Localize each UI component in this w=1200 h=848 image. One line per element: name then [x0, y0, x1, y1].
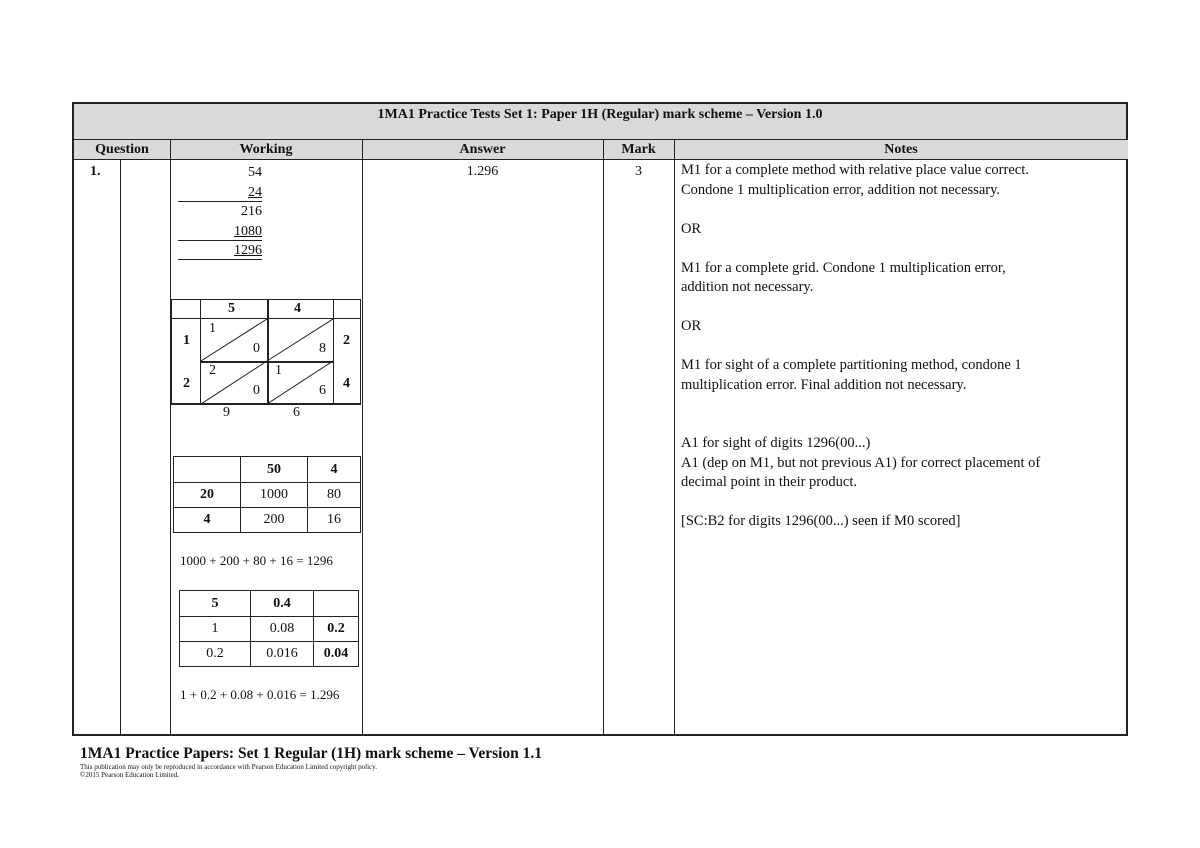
lattice-cell-tens: 1	[209, 321, 216, 336]
grid-method-table	[173, 456, 361, 533]
notes-line: decimal point in their product.	[681, 474, 857, 490]
lattice-bottom-digit: 6	[293, 405, 300, 420]
notes-line: OR	[681, 220, 702, 237]
notes-line: OR	[681, 318, 702, 334]
underline-rule	[178, 240, 262, 241]
lattice-cell-units: 8	[319, 341, 326, 356]
lattice-left-digit: 2	[183, 376, 190, 391]
grid-cell	[174, 457, 241, 483]
lattice-diagonals	[201, 319, 333, 404]
lattice-cell-units: 0	[253, 383, 260, 398]
notes-line: M1 for sight of a complete partitioning method, condone 1	[681, 357, 1022, 373]
grid-cell: 0.2	[180, 642, 251, 667]
grid-cell: 16	[308, 508, 361, 533]
lm-line: 1296	[234, 243, 262, 258]
notes-line: A1 for sight of digits 1296(00...)	[681, 435, 871, 451]
header-answer: Answer	[362, 140, 603, 160]
footer-title: 1MA1 Practice Papers: Set 1 Regular (1H) mark scheme – Version 1.1	[80, 745, 543, 762]
grid-cell	[314, 591, 359, 617]
header-question: Question	[74, 140, 170, 160]
footer-copyright: ©2015 Pearson Education Limited.	[80, 771, 180, 779]
underline-rule	[178, 259, 262, 260]
lattice-right-digit: 4	[343, 376, 350, 391]
notes-line: M1 for a complete grid. Condone 1 multiplication error,	[681, 259, 1006, 276]
grid-cell: 200	[241, 508, 308, 533]
header-notes: Notes	[674, 140, 1128, 160]
grid-cell: 4	[308, 457, 361, 483]
grid-sum: 1000 + 200 + 80 + 16 = 1296	[180, 553, 333, 568]
footer-copyright-policy: This publication may only be reproduced in accordance with Pearson Education Limited copyright policy.	[80, 763, 377, 771]
lattice-cell-tens: 2	[209, 363, 216, 378]
lm-line: 1080	[234, 223, 262, 239]
lattice-divider	[333, 403, 361, 405]
column-divider	[603, 140, 604, 734]
lattice-bottom-digit: 9	[223, 405, 230, 420]
grid-cell: 4	[174, 508, 241, 533]
grid-cell: 5	[180, 591, 251, 617]
grid-cell: 80	[308, 483, 361, 508]
header-working: Working	[170, 140, 362, 160]
notes-line: A1 (dep on M1, but not previous A1) for correct placement of	[681, 454, 1041, 471]
column-divider	[674, 140, 675, 734]
lattice-left-digit: 1	[183, 333, 190, 348]
lm-line: 54	[248, 165, 262, 180]
decimal-grid-table	[179, 590, 359, 667]
grid-cell: 1	[180, 617, 251, 642]
lattice-top-digit: 4	[294, 301, 301, 316]
underline-rule	[178, 201, 262, 202]
grid-cell: 0.016	[251, 642, 314, 667]
lattice-top-digit: 5	[228, 301, 235, 316]
long-multiplication	[178, 163, 262, 261]
grid-cell: 0.08	[251, 617, 314, 642]
notes-line: multiplication error. Final addition not necessary.	[681, 376, 967, 393]
lattice-cell-units: 6	[319, 383, 326, 398]
grid-cell: 20	[174, 483, 241, 508]
table-title: 1MA1 Practice Tests Set 1: Paper 1H (Regular) mark scheme – Version 1.0	[74, 104, 1126, 140]
decimal-grid-sum: 1 + 0.2 + 0.08 + 0.016 = 1.296	[180, 687, 340, 702]
notes-line: Condone 1 multiplication error, addition not necessary.	[681, 181, 1001, 198]
lm-line: 216	[241, 204, 262, 219]
mark-scheme-table	[72, 102, 1128, 736]
question-number: 1.	[90, 164, 101, 179]
column-divider	[170, 140, 171, 734]
lattice-right-digit: 2	[343, 333, 350, 348]
notes-line: addition not necessary.	[681, 279, 814, 295]
mark-value: 3	[635, 164, 642, 179]
notes-line: [SC:B2 for digits 1296(00...) seen if M0 scored]	[681, 513, 961, 529]
page-footer	[80, 745, 542, 779]
column-divider	[362, 140, 363, 734]
lattice-cell-tens: 1	[275, 363, 282, 378]
answer-value: 1.296	[466, 164, 499, 179]
column-divider	[120, 160, 121, 734]
grid-cell: 1000	[241, 483, 308, 508]
grid-cell: 50	[241, 457, 308, 483]
notes-text	[681, 161, 1125, 532]
grid-cell: 0.04	[314, 642, 359, 667]
lattice-divider	[171, 403, 201, 405]
grid-cell: 0.4	[251, 591, 314, 617]
lattice-cell-units: 0	[253, 341, 260, 356]
header-mark: Mark	[603, 140, 674, 160]
grid-cell: 0.2	[314, 617, 359, 642]
notes-line: M1 for a complete method with relative place value correct.	[681, 162, 1029, 178]
lm-line: 24	[248, 184, 262, 200]
